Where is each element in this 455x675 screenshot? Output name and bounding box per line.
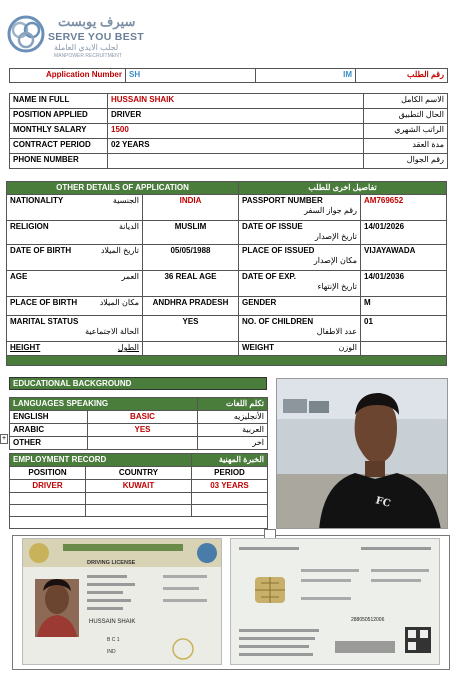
language-english-label: ENGLISH	[10, 411, 88, 424]
position-label: POSITION APPLIED	[10, 109, 108, 124]
phone-arabic: رقم الجوال	[364, 154, 448, 169]
employment-row-position: DRIVER	[10, 480, 86, 493]
pob-label: PLACE OF BIRTH	[10, 298, 78, 307]
name-value: HUSSAIN SHAIK	[108, 94, 364, 109]
height-label: HEIGHT	[10, 343, 41, 352]
application-number-arabic: رقم الطلب	[356, 69, 448, 83]
nationality-arabic: الجنسية	[112, 196, 139, 205]
gender-value: M	[361, 297, 447, 316]
license-back-id: 288050512006	[351, 617, 385, 623]
passport-value: AM769652	[361, 195, 447, 221]
shirt-text: FC	[374, 495, 392, 510]
children-label: NO. OF CHILDREN	[242, 317, 314, 326]
marital-value: YES	[143, 316, 239, 342]
dob-value: 05/05/1988	[143, 245, 239, 271]
passport-label: PASSPORT NUMBER	[242, 196, 323, 205]
svg-text:B C 1: B C 1	[107, 637, 120, 643]
languages-header: LANGUAGES SPEAKING	[10, 398, 198, 411]
marital-label-cell	[7, 316, 143, 342]
license-front	[22, 538, 222, 665]
employment-row-period: 03 YEARS	[192, 480, 268, 493]
phone-label: PHONE NUMBER	[10, 154, 108, 169]
expiry-label-cell	[239, 271, 361, 297]
place-issued-arabic: مكان الإصدار	[313, 256, 357, 265]
other-details-table	[6, 181, 447, 366]
position-arabic: الحال التطبيق	[364, 109, 448, 124]
language-other-value	[88, 437, 198, 450]
religion-value: MUSLIM	[143, 221, 239, 245]
license-front-graphic	[23, 539, 222, 665]
contract-arabic: مدة العقد	[364, 139, 448, 154]
salary-arabic: الراتب الشهري	[364, 124, 448, 139]
age-label: AGE	[10, 272, 28, 281]
company-logo	[6, 12, 146, 62]
employment-row-country: KUWAIT	[86, 480, 192, 493]
other-details-footer-bar	[7, 356, 447, 366]
marital-label: MARITAL STATUS	[10, 317, 79, 326]
language-english-arabic: الأنجليزيه	[198, 411, 268, 424]
applicant-photo	[276, 378, 448, 529]
salary-label: MONTHLY SALARY	[10, 124, 108, 139]
language-arabic-value: YES	[88, 424, 198, 437]
weight-label: WEIGHT	[242, 343, 274, 352]
pob-arabic: مكان الميلاد	[99, 298, 139, 307]
age-arabic: العمر	[121, 272, 139, 281]
employment-empty-cell	[86, 505, 192, 517]
employment-empty-cell	[192, 505, 268, 517]
weight-arabic: الوزن	[338, 343, 357, 352]
logo-name: SERVE YOU BEST	[48, 31, 145, 43]
phone-value	[108, 154, 364, 169]
employment-col-period: PERIOD	[192, 467, 268, 480]
religion-label: RELIGION	[10, 222, 49, 231]
license-back-graphic	[231, 539, 440, 665]
applicant-photo-graphic	[277, 379, 448, 529]
name-label: NAME IN FULL	[10, 94, 108, 109]
application-number-label: Application Number	[10, 69, 126, 83]
employment-empty-cell	[10, 517, 268, 529]
employment-table	[9, 453, 268, 529]
other-details-header: OTHER DETAILS OF APPLICATION	[7, 182, 239, 195]
nationality-label-cell	[7, 195, 143, 221]
passport-label-cell	[239, 195, 361, 221]
logo-mark-icon	[6, 14, 46, 54]
expiry-arabic: تاريخ الإنتهاء	[317, 282, 357, 291]
employment-header: EMPLOYMENT RECORD	[10, 454, 192, 467]
dob-label-cell	[7, 245, 143, 271]
language-arabic-arabic: العربية	[198, 424, 268, 437]
employment-header-arabic: الخبرة المهنية	[192, 454, 268, 467]
marital-arabic: الحالة الاجتماعية	[85, 327, 139, 336]
education-header-bar	[9, 377, 267, 390]
employment-col-position: POSITION	[10, 467, 86, 480]
language-other-label: OTHER	[10, 437, 88, 450]
license-front-name: HUSSAIN SHAIK	[89, 619, 136, 625]
nationality-label: NATIONALITY	[10, 196, 64, 205]
children-label-cell	[239, 316, 361, 342]
application-number-table	[9, 68, 448, 83]
religion-arabic: الديانة	[118, 222, 139, 231]
pob-label-cell	[7, 297, 143, 316]
place-issued-label: PLACE OF ISSUED	[242, 246, 315, 255]
nationality-value: INDIA	[143, 195, 239, 221]
personal-details-table	[9, 93, 448, 169]
dob-label: DATE OF BIRTH	[10, 246, 72, 255]
dob-arabic: تاريخ الميلاد	[100, 246, 139, 255]
contract-value: 02 YEARS	[108, 139, 364, 154]
license-front-nationality: IND	[107, 649, 116, 655]
passport-arabic: رقم جواز السفر	[304, 206, 357, 215]
language-other-arabic: اخر	[198, 437, 268, 450]
employment-col-country: COUNTRY	[86, 467, 192, 480]
logo-sub: MANPOWER RECRUITMENT	[54, 53, 122, 59]
application-sh: SH	[126, 69, 256, 83]
contract-label: CONTRACT PERIOD	[10, 139, 108, 154]
logo-arabic: سيرف يوبست	[58, 14, 136, 29]
place-issued-label-cell	[239, 245, 361, 271]
employment-empty-cell	[10, 505, 86, 517]
other-details-header-arabic: تفاصيل اخرى للطلب	[239, 182, 447, 195]
weight-value	[361, 342, 447, 356]
weight-label-cell	[239, 342, 361, 356]
logo-arabic-sub: لجلب الايدي العاملة	[54, 43, 119, 52]
employment-empty-cell	[192, 493, 268, 505]
expiry-label: DATE OF EXP.	[242, 272, 296, 281]
languages-table	[9, 397, 268, 450]
education-header: EDUCATIONAL BACKGROUND	[13, 379, 132, 388]
issue-label-cell	[239, 221, 361, 245]
issue-label: DATE OF ISSUE	[242, 222, 303, 231]
position-value: DRIVER	[108, 109, 364, 124]
application-im: IM	[256, 69, 356, 83]
age-value: 36 REAL AGE	[143, 271, 239, 297]
height-value	[143, 342, 239, 356]
name-arabic: الاسم الكامل	[364, 94, 448, 109]
language-arabic-label: ARABIC	[10, 424, 88, 437]
place-issued-value: VIJAYAWADA	[361, 245, 447, 271]
move-handle-icon[interactable]: +	[1, 435, 7, 442]
children-arabic: عدد الاطفال	[316, 327, 357, 336]
language-english-value: BASIC	[88, 411, 198, 424]
children-value: 01	[361, 316, 447, 342]
age-label-cell	[7, 271, 143, 297]
issue-arabic: تاريخ الإصدار	[314, 232, 357, 241]
pob-value: ANDHRA PRADESH	[143, 297, 239, 316]
issue-value: 14/01/2026	[361, 221, 447, 245]
license-back	[230, 538, 440, 665]
religion-label-cell	[7, 221, 143, 245]
height-label-cell	[7, 342, 143, 356]
expiry-value: 14/01/2036	[361, 271, 447, 297]
employment-empty-cell	[10, 493, 86, 505]
license-front-title: DRIVING LICENSE	[87, 560, 136, 566]
salary-value: 1500	[108, 124, 364, 139]
gender-label: GENDER	[239, 297, 361, 316]
employment-empty-cell	[86, 493, 192, 505]
height-arabic: الطول	[117, 343, 139, 352]
languages-header-arabic: تكلم اللغات	[198, 398, 268, 411]
